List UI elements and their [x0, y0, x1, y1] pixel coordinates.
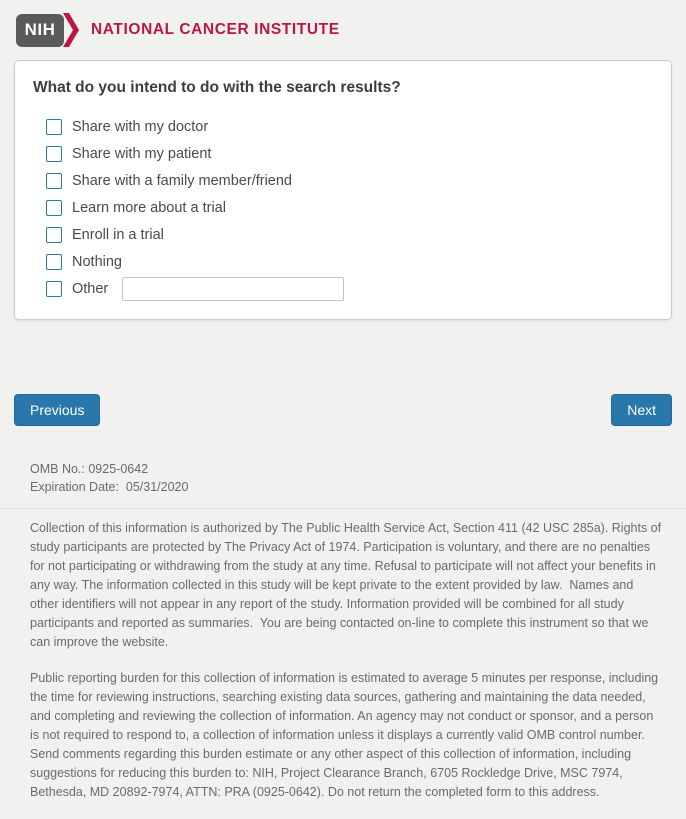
page-footer — [0, 460, 686, 802]
nih-chevron-icon — [62, 13, 79, 47]
option-checkbox[interactable] — [46, 227, 62, 243]
next-button[interactable]: Next — [611, 394, 672, 426]
option-row — [46, 194, 653, 221]
omb-block — [0, 460, 686, 496]
option-label[interactable]: Share with my doctor — [72, 118, 209, 135]
expiration-date: Expiration Date: 05/31/2020 — [30, 480, 189, 494]
option-label[interactable]: Other — [72, 280, 109, 297]
option-row — [46, 248, 653, 275]
page-header — [0, 0, 686, 46]
option-checkbox[interactable] — [46, 200, 62, 216]
options-list — [33, 113, 653, 302]
option-row — [46, 167, 653, 194]
burden-paragraph: Public reporting burden for this collection of information is estimated to average 5 minutes per response, including the time for reviewing instructions, searching existing data sources, gathering and maintaining the data needed, and completing and reviewing the collection of information. An agency may not conduct or sponsor, and a person is not required to respond to, a collection of information unless it displays a currently valid OMB control number. Send comments regarding this burden estimate or any other aspect of this collection of information, including suggestions for reducing this burden to: NIH, Project Clearance Branch, 6705 Rockledge Drive, MSC 7974, Bethesda, MD 20892-7974, ATTN: PRA (0925-0642). Do not return the completed form to this address. — [30, 671, 662, 799]
option-row — [46, 221, 653, 248]
other-input[interactable] — [122, 277, 344, 301]
option-label[interactable]: Share with my patient — [72, 145, 212, 162]
option-row — [46, 275, 653, 302]
option-row — [46, 113, 653, 140]
authorization-paragraph: Collection of this information is authorized by The Public Health Service Act, Section 411 (42 USC 285a). Rights of study participants are protected by The Privacy Act of 1974. Participation is voluntary, and there are no penalties for not participating or withdrawing from the study at any time. Refusal to participate will not affect your benefits in any way. The information collected in this study will be kept private to the extent provided by law. Names and other identifiers will not appear in any report of the study. Information provided will be combined for all study participants and reported as summaries. You are being contacted on-line to complete this instrument so that we can improve the website. — [30, 521, 665, 649]
option-checkbox[interactable] — [46, 254, 62, 270]
option-label[interactable]: Share with a family member/friend — [72, 172, 292, 189]
option-checkbox[interactable] — [46, 173, 62, 189]
question-title: What do you intend to do with the search results? — [33, 79, 401, 96]
institute-name: NATIONAL CANCER INSTITUTE — [91, 21, 340, 38]
nih-logo-mark: NIH — [16, 14, 64, 47]
option-checkbox[interactable] — [46, 146, 62, 162]
nci-logo[interactable] — [16, 13, 686, 47]
omb-number: OMB No.: 0925-0642 — [30, 462, 149, 476]
question-card — [14, 60, 672, 320]
option-checkbox[interactable] — [46, 281, 62, 297]
option-label[interactable]: Enroll in a trial — [72, 226, 164, 243]
option-label[interactable]: Learn more about a trial — [72, 199, 226, 216]
option-row — [46, 140, 653, 167]
option-label[interactable]: Nothing — [72, 253, 122, 270]
navigation-row — [14, 394, 672, 426]
previous-button[interactable]: Previous — [14, 394, 100, 426]
option-checkbox[interactable] — [46, 119, 62, 135]
footer-divider — [0, 508, 686, 509]
